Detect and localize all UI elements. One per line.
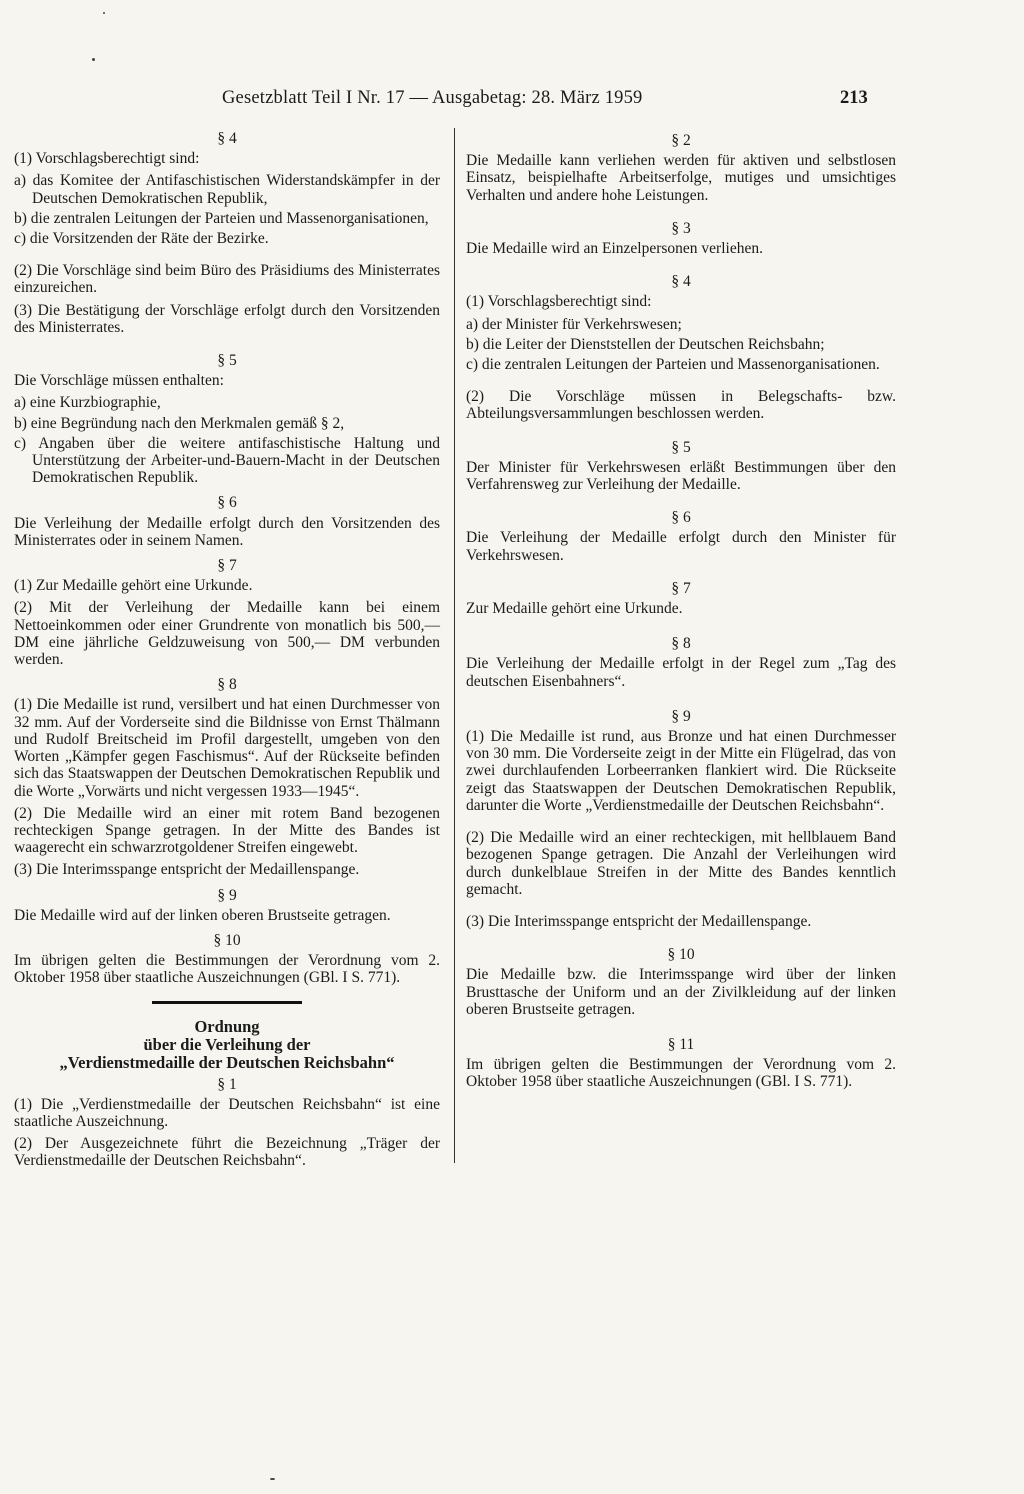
section-heading: § 8 [217,676,237,694]
list-item: c) die Vorsitzenden der Räte der Bezirke. [14,230,269,248]
section-heading: § 4 [671,273,691,291]
list-item: a) der Minister für Verkehrswesen; [466,315,682,333]
paragraph: (1) Zur Medaille gehört eine Urkunde. [14,577,253,595]
ordnung-title-line: „Verdienstmedaille der Deutschen Reichsbahn“ [59,1052,395,1072]
column-divider [454,128,455,1163]
section-heading: § 7 [217,557,237,575]
scan-speck [270,1478,275,1480]
paragraph: (2) Die Medaille wird an einer mit rotem Band bezogenen rechteckigen Spange getragen. In der Mitte des Bandes ist waagerecht ein schwarzrotgoldener Streifen eingewebt. [14,804,440,857]
section-heading: § 11 [667,1035,695,1053]
paragraph: Im übrigen gelten die Bestimmungen der Verordnung vom 2. Oktober 1958 über staatliche Auszeichnungen (GBl. I S. 771). [466,1056,896,1091]
paragraph: (1) Die Medaille ist rund, aus Bronze und hat einen Durchmesser von 30 mm. Die Vorderseite zeigt in der Mitte ein Flügelrad, das von zwei durchlaufenden Lorbeerranken flankiert wird. Die Rückseite zeigt das Staatswappen der Deutschen Demokratischen Republik, darunter die Worte „Verdienstmedaille der Deutschen Reichsbahn“. [466,728,896,814]
section-heading: § 3 [671,219,691,237]
paragraph: Die Verleihung der Medaille erfolgt durch den Vorsitzenden des Ministerrates oder in seinem Namen. [14,514,440,549]
paragraph: Die Verleihung der Medaille erfolgt in der Regel zum „Tag des deutschen Eisenbahners“. [466,655,896,690]
ordnung-title [14,1018,440,1072]
paragraph: (2) Der Ausgezeichnete führt die Bezeichnung „Träger der Verdienstmedaille der Deutschen Reichsbahn“. [14,1135,440,1170]
paragraph: (1) Vorschlagsberechtigt sind: [14,150,200,168]
right-column [466,128,896,1096]
paragraph: Die Medaille bzw. die Interimsspange wird über der linken Brusttasche der Uniform und an der Zivilkleidung auf der linken oberen Brustseite getragen. [466,966,896,1018]
separator-rule [152,1001,302,1004]
section-heading: § 7 [671,579,691,597]
section-heading: § 9 [217,886,237,904]
paragraph: Der Minister für Verkehrswesen erläßt Bestimmungen über den Verfahrensweg zur Verleihung der Medaille. [466,458,896,494]
paragraph: Die Medaille wird an Einzelpersonen verliehen. [466,240,763,258]
paragraph: (1) Vorschlagsberechtigt sind: [466,293,652,311]
section-heading: § 6 [217,494,237,512]
list-item: b) eine Begründung nach den Merkmalen gemäß § 2, [14,414,345,432]
paragraph: (3) Die Interimsspange entspricht der Medaillenspange. [14,861,360,879]
paragraph: Im übrigen gelten die Bestimmungen der Verordnung vom 2. Oktober 1958 über staatliche Auszeichnungen (GBl. I S. 771). [14,952,440,987]
paragraph: (2) Die Vorschläge sind beim Büro des Präsidiums des Ministerrates einzureichen. [14,262,440,297]
list [14,172,440,247]
scan-speck [103,12,105,14]
section-heading: § 6 [671,509,691,527]
paragraph: (3) Die Bestätigung der Vorschläge erfolgt durch den Vorsitzenden des Ministerrates. [14,301,440,336]
paragraph: (2) Die Vorschläge müssen in Belegschafts- bzw. Abteilungsversammlungen beschlossen werden. [466,388,896,423]
paragraph: Die Vorschläge müssen enthalten: [14,372,224,390]
paragraph: (1) Die „Verdienstmedaille der Deutschen Reichsbahn“ ist eine staatliche Auszeichnung. [14,1095,440,1130]
paragraph: (3) Die Interimsspange entspricht der Medaillenspange. [466,912,812,930]
section-heading: § 8 [671,635,691,653]
paragraph: Die Medaille wird auf der linken oberen Brustseite getragen. [14,906,391,924]
list-item: c) die zentralen Leitungen der Parteien und Massenorganisationen. [466,356,880,374]
paragraph: (2) Die Medaille wird an einer rechteckigen, mit hellblauem Band bezogenen Spange getragen. Die Anzahl der Verleihungen wird durch dunkelblaue Streifen in der Mitte des Bandes kenntlich gemacht. [466,829,896,898]
section-heading: § 2 [671,132,691,149]
left-column [14,128,440,1175]
header-title: Gesetzblatt Teil I Nr. 17 — Ausgabetag: 28. März 1959 [222,88,643,108]
page-header [0,88,1024,116]
list-item: b) die Leiter der Dienststellen der Deutschen Reichsbahn; [466,335,825,353]
paragraph: Die Verleihung der Medaille erfolgt durch den Minister für Verkehrswesen. [466,529,896,564]
page-number: 213 [840,88,868,108]
ordnung-title-line: über die Verleihung der [143,1034,311,1054]
list [466,316,896,374]
list-item: a) das Komitee der Antifaschistischen Widerstandskämpfer in der Deutschen Demokratischen Republik, [14,172,440,207]
scan-speck [92,58,95,61]
section-heading: § 5 [671,438,691,456]
paragraph: Die Medaille kann verliehen werden für aktiven und selbstlosen Einsatz, beispielhafte Arbeitserfolge, mutiges und umsichtiges Verhalten und andere hohe Leistungen. [466,152,896,204]
ordnung-title-line: Ordnung [194,1016,260,1036]
section-heading: § 9 [671,707,691,725]
list-item: c) Angaben über die weitere antifaschistische Haltung und Unterstützung der Arbeiter-und-Bauern-Macht in der Deutschen Demokratischen Republik. [14,434,440,487]
section-heading: § 1 [217,1075,237,1093]
section-heading: § 10 [667,946,695,964]
list [14,394,440,486]
paragraph: Zur Medaille gehört eine Urkunde. [466,600,683,618]
section-heading: § 10 [213,931,241,949]
list-item: b) die zentralen Leitungen der Parteien und Massenorganisationen, [14,209,429,227]
paragraph: (1) Die Medaille ist rund, versilbert und hat einen Durchmesser von 32 mm. Auf der Vorderseite sind die Bildnisse von Ernst Thälmann und Rudolf Breitscheid im Profil dargestellt, umgeben von den Worten „Kämpfer gegen Faschismus“. Auf der Rückseite befinden sich das Staatswappen der Deutschen Demokratischen Republik und die Worte „Vorwärts und nicht vergessen 1933—1945“. [14,696,440,800]
section-heading: § 5 [217,352,237,370]
paragraph: (2) Mit der Verleihung der Medaille kann bei einem Nettoeinkommen oder einer Grundrente von monatlich bis 500,— DM eine jährliche Geldzuweisung von 500,— DM verbunden werden. [14,599,440,669]
list-item: a) eine Kurzbiographie, [14,394,161,412]
section-heading: § 4 [217,130,237,147]
